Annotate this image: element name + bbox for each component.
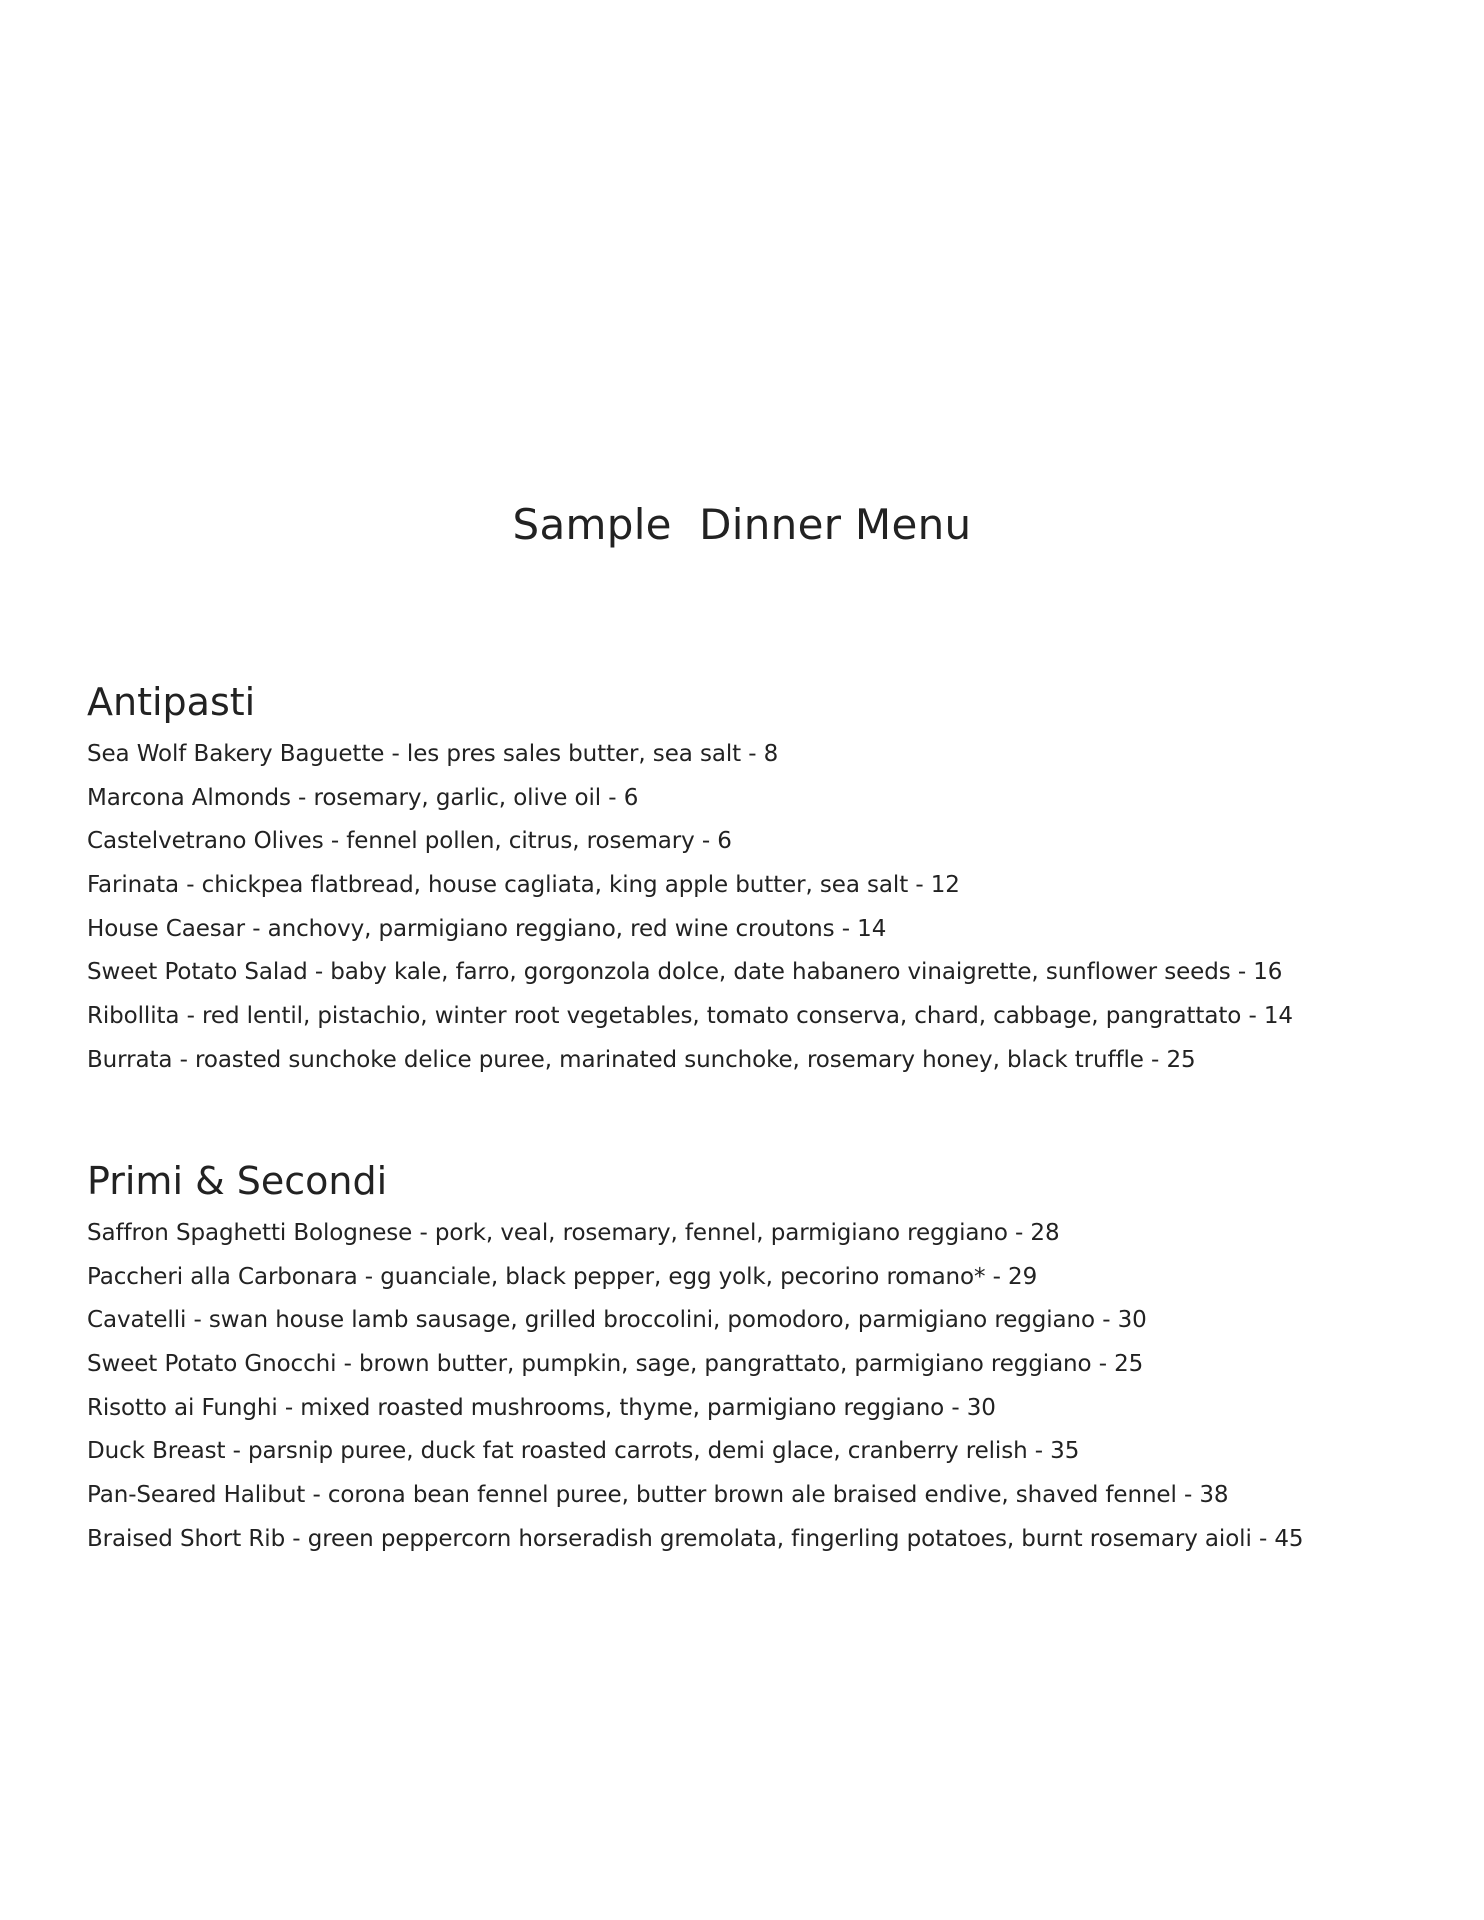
menu-item: Farinata - chickpea flatbread, house cagliata, king apple butter, sea salt - 12	[87, 872, 960, 899]
menu-item: Cavatelli - swan house lamb sausage, grilled broccolini, pomodoro, parmigiano reggiano - 30	[87, 1307, 1147, 1334]
menu-item: Pan-Seared Halibut - corona bean fennel puree, butter brown ale braised endive, shaved fennel - 38	[87, 1482, 1229, 1509]
menu-item: Duck Breast - parsnip puree, duck fat roasted carrots, demi glace, cranberry relish - 35	[87, 1438, 1080, 1465]
menu-title: Sample Dinner Menu	[512, 500, 972, 549]
menu-item-list	[87, 733, 1447, 1083]
menu-item: Marcona Almonds - rosemary, garlic, olive oil - 6	[87, 784, 639, 811]
menu-item: Castelvetrano Olives - fennel pollen, citrus, rosemary - 6	[87, 828, 732, 855]
menu-item: Risotto ai Funghi - mixed roasted mushrooms, thyme, parmigiano reggiano - 30	[87, 1394, 996, 1421]
menu-item: Sea Wolf Bakery Baguette - les pres sales butter, sea salt - 8	[87, 741, 779, 767]
menu-item: Braised Short Rib - green peppercorn horseradish gremolata, fingerling potatoes, burnt rosemary aioli - 45	[87, 1525, 1304, 1552]
section-heading: Primi & Secondi	[87, 1159, 388, 1203]
section-primi-secondi	[87, 1157, 1447, 1562]
menu-item: Burrata - roasted sunchoke delice puree, marinated sunchoke, rosemary honey, black truffle - 25	[87, 1046, 1196, 1073]
menu-item: House Caesar - anchovy, parmigiano reggiano, red wine croutons - 14	[87, 915, 887, 942]
menu-item: Sweet Potato Salad - baby kale, farro, gorgonzola dolce, date habanero vinaigrette, sunflower seeds - 16	[87, 959, 1283, 986]
menu-item: Ribollita - red lentil, pistachio, winter root vegetables, tomato conserva, chard, cabbage, pangrattato - 14	[87, 1003, 1293, 1030]
menu-item-list	[87, 1212, 1447, 1562]
section-heading: Antipasti	[87, 680, 256, 724]
section-antipasti	[87, 678, 1447, 1083]
menu-item: Saffron Spaghetti Bolognese - pork, veal, rosemary, fennel, parmigiano reggiano - 28	[87, 1220, 1060, 1246]
menu-item: Paccheri alla Carbonara - guanciale, black pepper, egg yolk, pecorino romano* - 29	[87, 1263, 1038, 1290]
menu-item: Sweet Potato Gnocchi - brown butter, pumpkin, sage, pangrattato, parmigiano reggiano - 25	[87, 1351, 1144, 1378]
